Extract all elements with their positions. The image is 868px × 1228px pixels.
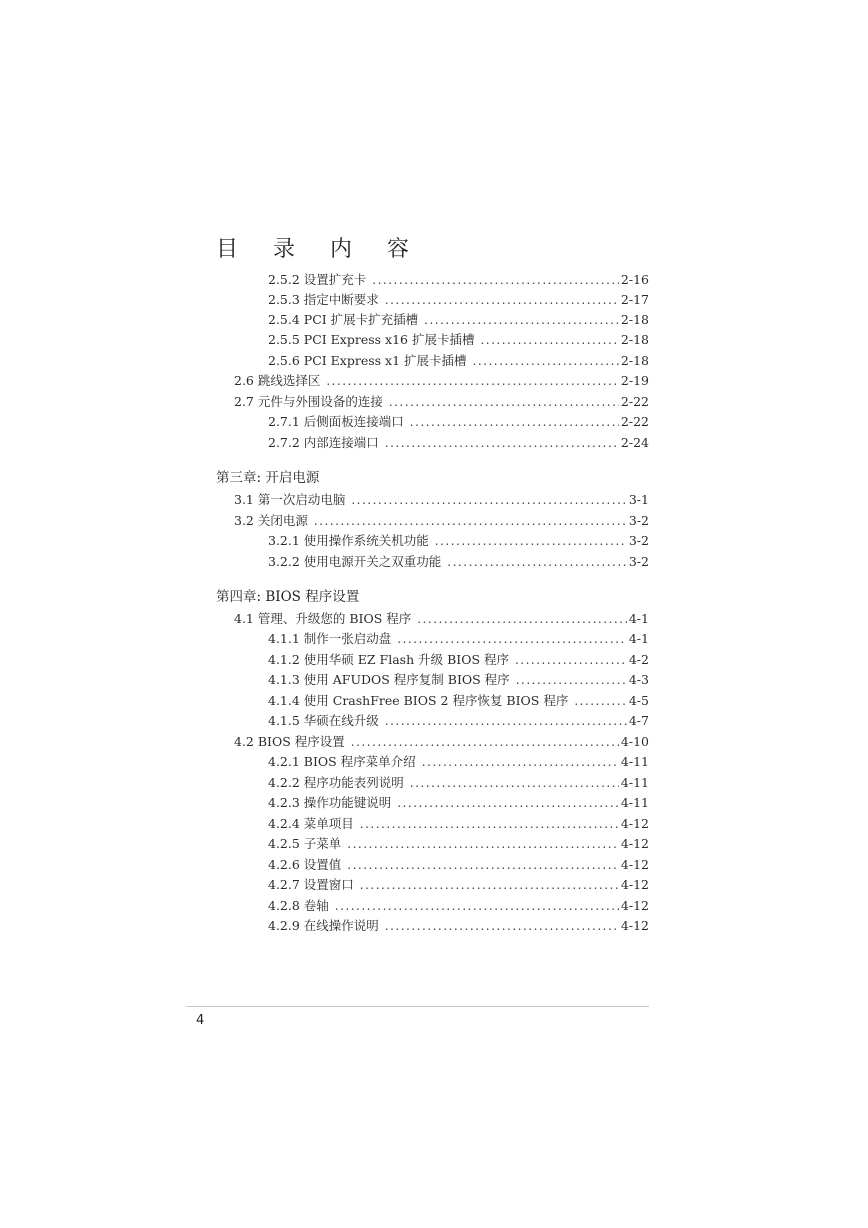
toc-leader [410, 773, 619, 793]
toc-entry-page: 4-2 [628, 652, 649, 667]
toc-entry-label: 2.6 跳线选择区 [234, 373, 321, 388]
toc-entry [268, 793, 649, 813]
toc-leader [385, 711, 627, 731]
toc-entry-page: 4-7 [628, 713, 649, 728]
toc-leader [347, 834, 619, 854]
toc-entry-label: 3.2.2 使用电源开关之双重功能 [268, 554, 442, 569]
toc-entry-label: 2.7.2 内部连接端口 [268, 435, 379, 450]
toc-entry [268, 834, 649, 854]
toc-entry [268, 270, 649, 290]
toc-entry-label: 4.2.1 BIOS 程序菜单介绍 [268, 754, 416, 769]
toc-entry-label: 4.1.5 华硕在线升级 [268, 713, 379, 728]
toc-entry-label: 4.1.1 制作一张启动盘 [268, 631, 392, 646]
toc-entry-page: 2-19 [620, 373, 649, 388]
toc-entry [268, 330, 649, 350]
toc-leader [424, 310, 619, 330]
toc-entry [268, 670, 649, 690]
toc-entry-label: 2.5.2 设置扩充卡 [268, 272, 367, 287]
toc-entry-label: 2.5.3 指定中断要求 [268, 292, 379, 307]
toc-entry-label: 2.5.4 PCI 扩展卡扩充插槽 [268, 312, 419, 327]
toc-entry-label: 4.1 管理、升级您的 BIOS 程序 [234, 611, 412, 626]
toc-leader [397, 629, 627, 649]
toc-entry [268, 691, 649, 711]
toc-entry-page: 4-12 [620, 857, 649, 872]
toc-leader [422, 752, 619, 772]
toc-entry-page: 2-22 [620, 394, 649, 409]
toc-entry-page: 4-12 [620, 877, 649, 892]
toc-leader [417, 609, 627, 629]
toc-entry-page: 3-2 [628, 513, 649, 528]
toc-entry-label: 3.2 关闭电源 [234, 513, 308, 528]
toc-entry [234, 490, 649, 510]
toc-entry-page: 2-18 [620, 332, 649, 347]
toc-leader [351, 732, 619, 752]
toc-leader [372, 270, 619, 290]
toc-entry-page: 4-11 [620, 795, 649, 810]
toc-entry-label: 2.7.1 后侧面板连接端口 [268, 414, 404, 429]
toc-entry-label: 2.5.5 PCI Express x16 扩展卡插槽 [268, 332, 475, 347]
toc-leader [410, 412, 619, 432]
toc-leader [574, 691, 627, 711]
toc-entry [268, 290, 649, 310]
toc-entry-label: 4.2.4 菜单项目 [268, 816, 354, 831]
toc-entry [268, 552, 649, 572]
toc-entry [268, 814, 649, 834]
toc-entry-page: 4-11 [620, 775, 649, 790]
toc-entry [268, 752, 649, 772]
toc-entry-label: 2.5.6 PCI Express x1 扩展卡插槽 [268, 353, 467, 368]
toc-entry [268, 875, 649, 895]
toc-leader [360, 814, 619, 834]
toc-entry-label: 4.2.8 卷轴 [268, 898, 329, 913]
toc-entry [234, 371, 649, 391]
toc-entry-label: 4.1.2 使用华硕 EZ Flash 升级 BIOS 程序 [268, 652, 509, 667]
toc-entry [268, 629, 649, 649]
toc-leader [385, 916, 619, 936]
toc-entry [268, 531, 649, 551]
toc-entry [268, 351, 649, 371]
toc-entry [234, 609, 649, 629]
toc-entry [268, 916, 649, 936]
toc-entry [268, 433, 649, 453]
toc-entry-page: 3-1 [628, 492, 649, 507]
toc-entry-page: 2-16 [620, 272, 649, 287]
toc-leader [389, 392, 619, 412]
toc-entry-label: 4.2.6 设置值 [268, 857, 342, 872]
toc-entry-page: 4-5 [628, 693, 649, 708]
toc-leader [314, 511, 627, 531]
toc-leader [385, 433, 619, 453]
toc-entry-page: 2-24 [620, 435, 649, 450]
toc-entry-page: 4-12 [620, 898, 649, 913]
toc-entry [234, 392, 649, 412]
toc-leader [515, 650, 627, 670]
toc-entry-page: 4-12 [620, 918, 649, 933]
toc-leader [335, 896, 619, 916]
toc-leader [326, 371, 619, 391]
toc-entry-label: 4.2 BIOS 程序设置 [234, 734, 345, 749]
toc-entry-page: 4-10 [620, 734, 649, 749]
toc-leader [435, 531, 627, 551]
toc-entry-label: 4.2.7 设置窗口 [268, 877, 354, 892]
toc-leader [473, 351, 619, 371]
toc-leader [360, 875, 619, 895]
toc-entry-label: 3.2.1 使用操作系统关机功能 [268, 533, 429, 548]
toc-entry-label: 4.2.2 程序功能表列说明 [268, 775, 404, 790]
page-title: 目 录 内 容 [216, 237, 423, 262]
chapter-heading: 第四章: BIOS 程序设置 [216, 589, 360, 605]
footer-divider [186, 1006, 649, 1007]
toc-entry-page: 3-2 [628, 533, 649, 548]
toc-entry-page: 2-22 [620, 414, 649, 429]
toc-entry-label: 4.2.9 在线操作说明 [268, 918, 379, 933]
toc-entry-label: 3.1 第一次启动电脑 [234, 492, 346, 507]
toc-leader [351, 490, 627, 510]
toc-entry-page: 4-11 [620, 754, 649, 769]
toc-leader [347, 855, 619, 875]
page-number: 4 [196, 1013, 205, 1028]
toc-entry [234, 732, 649, 752]
chapter-heading: 第三章: 开启电源 [216, 470, 320, 486]
toc-entry-page: 2-18 [620, 312, 649, 327]
toc-entry-label: 2.7 元件与外围设备的连接 [234, 394, 383, 409]
toc-entry-page: 4-12 [620, 836, 649, 851]
toc-entry-page: 3-2 [628, 554, 649, 569]
toc-entry-page: 2-18 [620, 353, 649, 368]
toc-entry-page: 2-17 [620, 292, 649, 307]
toc-entry [234, 511, 649, 531]
toc-entry [268, 896, 649, 916]
toc-entry-label: 4.1.3 使用 AFUDOS 程序复制 BIOS 程序 [268, 672, 510, 687]
toc-leader [385, 290, 619, 310]
toc-leader [516, 670, 627, 690]
toc-entry [268, 773, 649, 793]
toc-entry [268, 855, 649, 875]
toc-leader [480, 330, 618, 350]
toc-entry-page: 4-12 [620, 816, 649, 831]
toc-entry-label: 4.2.3 操作功能键说明 [268, 795, 392, 810]
toc-entry-page: 4-3 [628, 672, 649, 687]
toc-leader [447, 552, 627, 572]
toc-entry [268, 711, 649, 731]
toc-entry [268, 412, 649, 432]
toc-entry-page: 4-1 [628, 631, 649, 646]
toc-entry-page: 4-1 [628, 611, 649, 626]
toc-leader [397, 793, 619, 813]
toc-entry [268, 650, 649, 670]
toc-entry-label: 4.1.4 使用 CrashFree BIOS 2 程序恢复 BIOS 程序 [268, 693, 569, 708]
toc-entry [268, 310, 649, 330]
toc-entry-label: 4.2.5 子菜单 [268, 836, 342, 851]
